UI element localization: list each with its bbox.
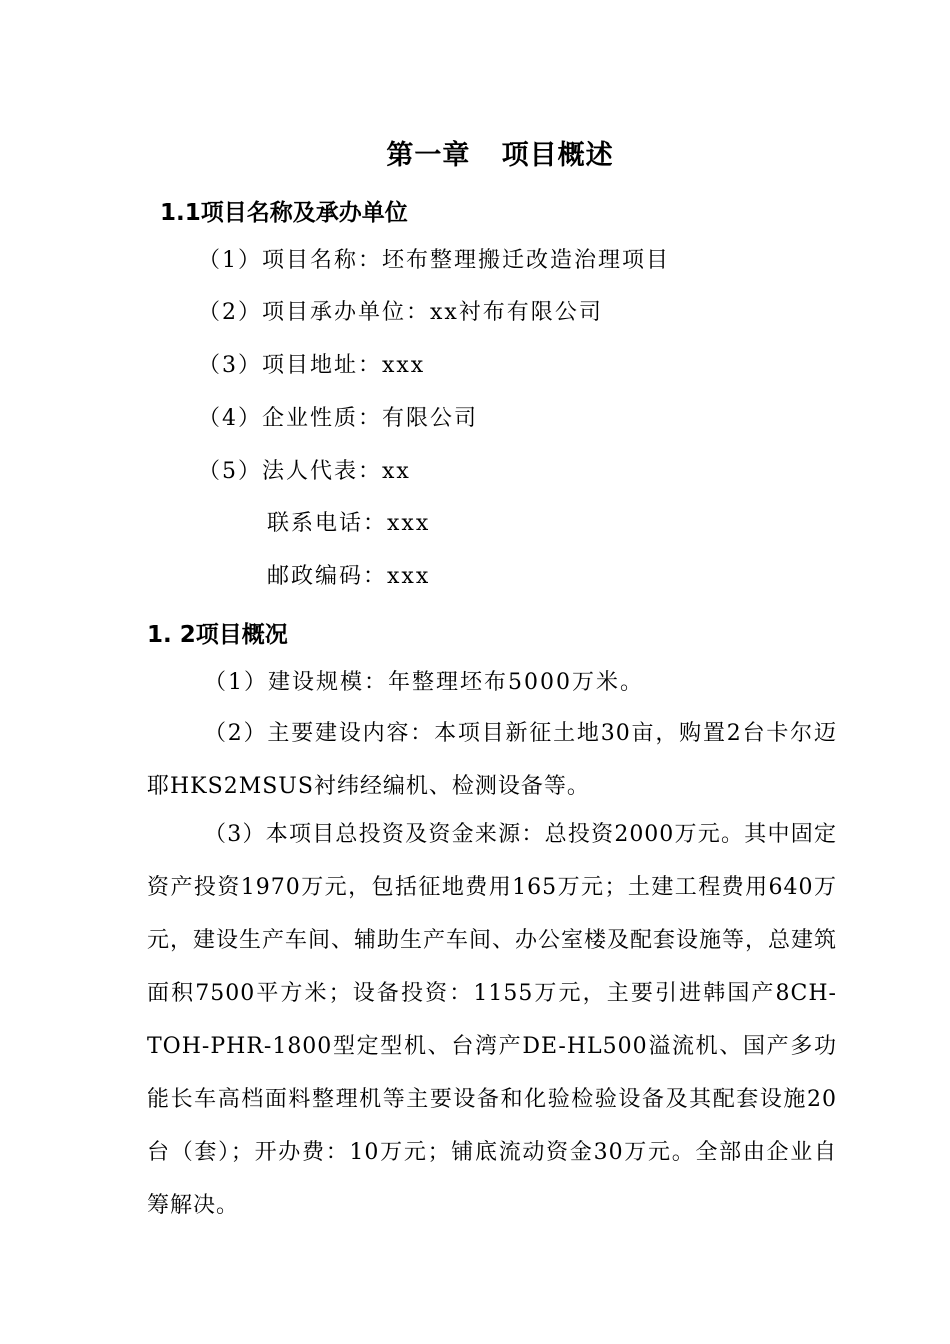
item-postcode: 邮政编码：xxx — [267, 564, 431, 589]
paragraph-investment: （3）本项目总投资及资金来源：总投资2000万元。其中固定资产投资1970万元，包括征地费用165万元；土建工程费用640万元，建设生产车间、辅助生产车间、办公室楼及配套设施等，总建筑面积7500平方米；设备投资：1155万元，主要引进韩国产8CH-TOH-PHR-1800型定型机、台湾产DE-HL500溢流机、国产多功能长车高档面料整理机等主要设备和化验检验设备及其配套设施20台（套）；开办费：10万元；铺底流动资金30万元。全部由企业自筹解决。 — [147, 822, 838, 1218]
section-heading-1-1: 1.1项目名称及承办单位 — [160, 200, 408, 226]
section-heading-1-2: 1. 2项目概况 — [147, 622, 288, 648]
item-construction-scale: （1）建设规模：年整理坯布5000万米。 — [204, 670, 644, 695]
item-enterprise-nature: （4）企业性质：有限公司 — [198, 406, 478, 431]
item-legal-representative: （5）法人代表：xx — [198, 459, 411, 484]
item-phone: 联系电话：xxx — [267, 511, 431, 536]
paragraph-main-content: （2）主要建设内容：本项目新征土地30亩，购置2台卡尔迈耶HKS2MSUS衬纬经编机、检测设备等。 — [147, 721, 837, 799]
item-organizer: （2）项目承办单位：xx衬布有限公司 — [198, 300, 603, 325]
item-address: （3）项目地址：xxx — [198, 353, 426, 378]
chapter-title: 第一章 项目概述 — [386, 140, 614, 171]
item-project-name: （1）项目名称：坯布整理搬迁改造治理项目 — [198, 248, 670, 273]
